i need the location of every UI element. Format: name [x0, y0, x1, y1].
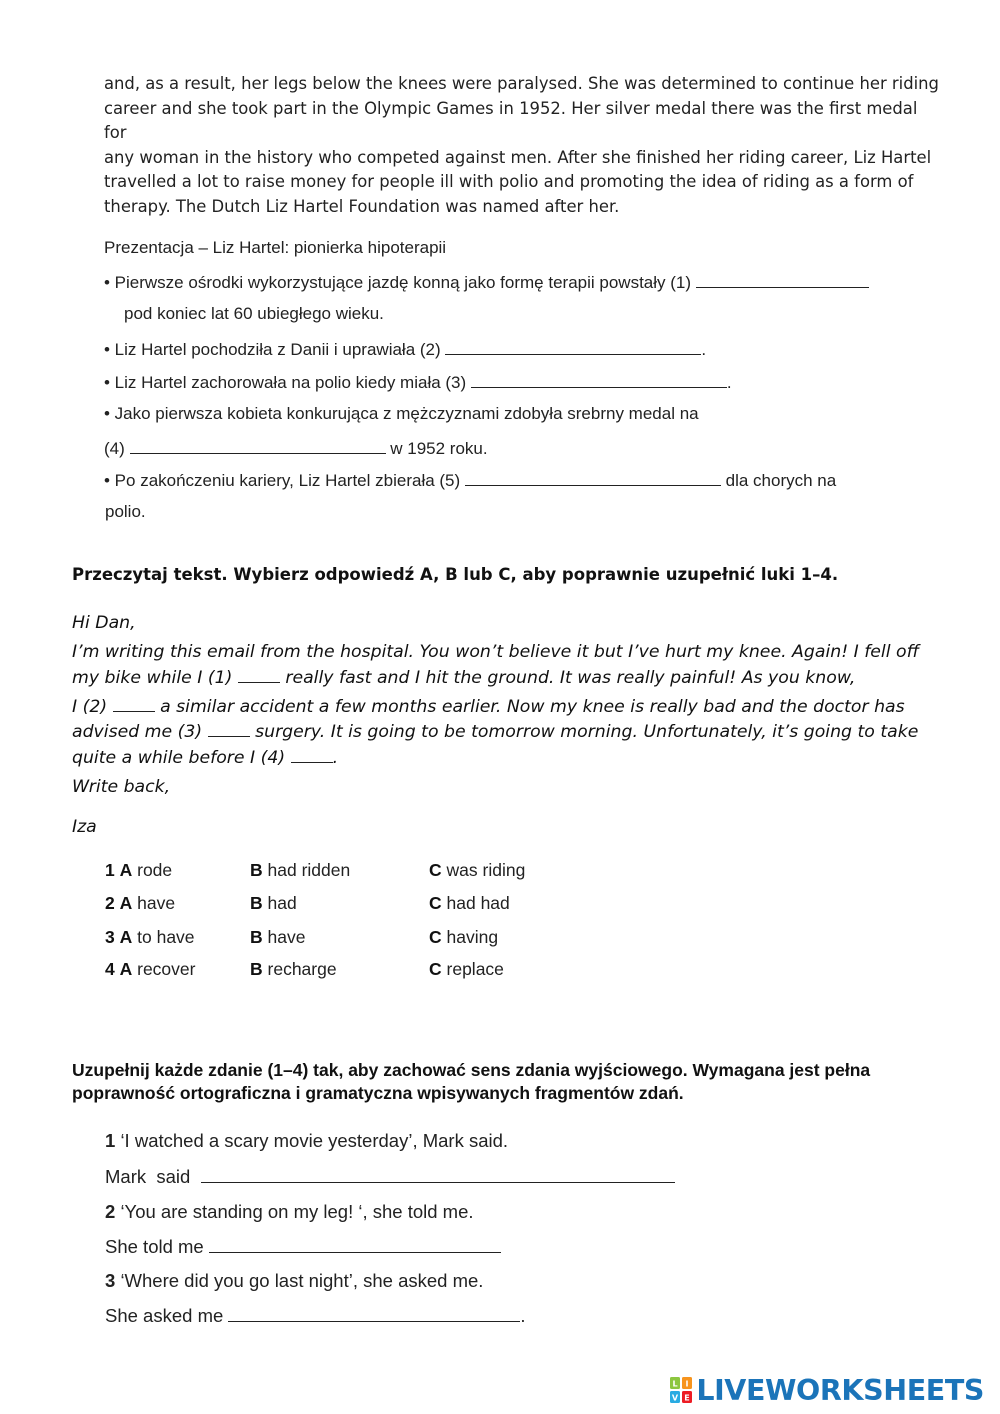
email-text: .: [332, 748, 339, 768]
task-3-input[interactable]: [228, 1305, 520, 1322]
presentation-item-5-cont: polio.: [105, 502, 146, 521]
svg-text:E: E: [684, 1393, 691, 1403]
email-text: really fast and I hit the ground. It was really painful! As you know,: [285, 668, 856, 688]
email-signature: Iza: [72, 817, 97, 837]
presentation-item-1: [104, 271, 869, 293]
presentation-item-2: [104, 338, 706, 360]
option-4a[interactable]: 4 A recover: [105, 959, 196, 979]
task-text: ‘You are standing on my leg! ‘, she told me.: [120, 1201, 474, 1222]
option-2a[interactable]: 2 A have: [105, 893, 176, 913]
task-suffix: .: [520, 1305, 526, 1326]
task-prefix: She told me: [105, 1236, 204, 1257]
email-gap-3[interactable]: [208, 722, 250, 737]
task-prefix: She asked me: [105, 1305, 224, 1326]
item-text: • Liz Hartel pochodziła z Danii i uprawiała (2): [104, 340, 441, 359]
svg-text:L: L: [672, 1379, 678, 1389]
email-gap-4[interactable]: [291, 748, 333, 763]
answer-blank-2[interactable]: [445, 338, 701, 355]
item-text: dla chorych na: [725, 471, 837, 490]
item-text: • Po zakończeniu kariery, Liz Hartel zbierała (5): [104, 471, 461, 490]
email-gap-2[interactable]: [113, 697, 155, 712]
email-line: [72, 697, 905, 717]
task-1-answer: [105, 1166, 675, 1188]
task-2-answer: [105, 1236, 501, 1258]
email-gap-1[interactable]: [238, 668, 280, 683]
task-number: 3: [105, 1270, 116, 1291]
presentation-item-5: [104, 469, 836, 491]
item-text: w 1952 roku.: [390, 439, 488, 458]
task-1-input[interactable]: [201, 1166, 675, 1183]
option-4c[interactable]: C replace: [429, 959, 504, 979]
task-3-sentence: [105, 1270, 483, 1292]
item-text: • Liz Hartel zachorowała na polio kiedy miała (3): [104, 373, 467, 392]
email-text: my bike while I (1): [72, 668, 233, 688]
email-text: surgery. It is going to be tomorrow morning. Unfortunately, it’s going to take: [255, 722, 919, 742]
task-number: 2: [105, 1201, 116, 1222]
task-prefix: Mark said: [105, 1166, 191, 1187]
answer-blank-4[interactable]: [130, 437, 386, 454]
option-3c[interactable]: C having: [429, 927, 499, 947]
email-text: I (2): [72, 697, 108, 717]
email-closing: Write back,: [72, 777, 171, 797]
logo-text: LIVEWORKSHEETS: [696, 1373, 984, 1407]
presentation-item-1-cont: pod koniec lat 60 ubiegłego wieku.: [124, 304, 384, 323]
option-4b[interactable]: B recharge: [250, 959, 337, 979]
email-line: [72, 722, 918, 742]
svg-text:I: I: [685, 1379, 689, 1389]
email-text: advised me (3): [72, 722, 203, 742]
task-number: 1: [105, 1130, 116, 1151]
option-2c[interactable]: C had had: [429, 893, 510, 913]
option-1b[interactable]: B had ridden: [250, 860, 351, 880]
answer-blank-1[interactable]: [696, 271, 869, 288]
reading-line: and, as a result, her legs below the knees were paralysed. She was determined to continue her riding: [104, 74, 939, 93]
item-number: (4): [104, 439, 125, 458]
reading-paragraph: [104, 72, 939, 220]
task-2-input[interactable]: [209, 1236, 501, 1253]
answer-blank-5[interactable]: [465, 469, 721, 486]
email-text: quite a while before I (4): [72, 748, 286, 768]
reading-line: any woman in the history who competed against men. After she finished her riding career, Liz Hartel: [104, 147, 932, 167]
exercise3-instruction: Uzupełnij każde zdanie (1–4) tak, aby zachować sens zdania wyjściowego. Wymagana jest pełna poprawność ortograficzna i gramatyczna wpisywanych fragmentów zdań.: [72, 1060, 871, 1103]
item-period: .: [701, 340, 707, 359]
liveworksheets-logo: [670, 1373, 984, 1407]
email-line: [72, 748, 338, 768]
item-text: • Pierwsze ośrodki wykorzystujące jazdę konną jako formę terapii powstały (1): [104, 273, 692, 292]
option-2b[interactable]: B had: [250, 893, 297, 913]
logo-blocks-icon: [670, 1377, 692, 1403]
reading-line: therapy. The Dutch Liz Hartel Foundation was named after her.: [104, 196, 620, 216]
answer-blank-3[interactable]: [471, 371, 727, 388]
presentation-item-4: • Jako pierwsza kobieta konkurująca z mężczyznami zdobyła srebrny medal na: [104, 404, 699, 423]
email-line: I’m writing this email from the hospital. You won’t believe it but I’ve hurt my knee. Again! I fell off: [72, 642, 920, 662]
option-3b[interactable]: B have: [250, 927, 306, 947]
exercise2-instruction: Przeczytaj tekst. Wybierz odpowiedź A, B lub C, aby poprawnie uzupełnić luki 1–4.: [72, 565, 839, 584]
reading-line: career and she took part in the Olympic Games in 1952. Her silver medal there was the first medal for: [104, 98, 918, 143]
email-text: a similar accident a few months earlier. Now my knee is really bad and the doctor has: [160, 697, 905, 717]
option-1a[interactable]: 1 A rode: [105, 860, 173, 880]
item-period: .: [726, 373, 732, 392]
option-1c[interactable]: C was riding: [429, 860, 526, 880]
task-3-answer: [105, 1305, 526, 1327]
task-text: ‘Where did you go last night’, she asked me.: [120, 1270, 484, 1291]
option-3a[interactable]: 3 A to have: [105, 927, 195, 947]
presentation-item-4-cont: [104, 437, 488, 459]
presentation-item-3: [104, 371, 732, 393]
svg-text:V: V: [672, 1393, 679, 1403]
email-line: [72, 668, 855, 688]
email-greeting: Hi Dan,: [72, 613, 136, 633]
task-2-sentence: [105, 1201, 474, 1223]
task-1-sentence: [105, 1130, 508, 1152]
reading-line: travelled a lot to raise money for people ill with polio and promoting the idea of riding as a form of: [104, 172, 914, 192]
task-text: ‘I watched a scary movie yesterday’, Mark said.: [120, 1130, 509, 1151]
presentation-title: Prezentacja – Liz Hartel: pionierka hipoterapii: [104, 238, 447, 257]
